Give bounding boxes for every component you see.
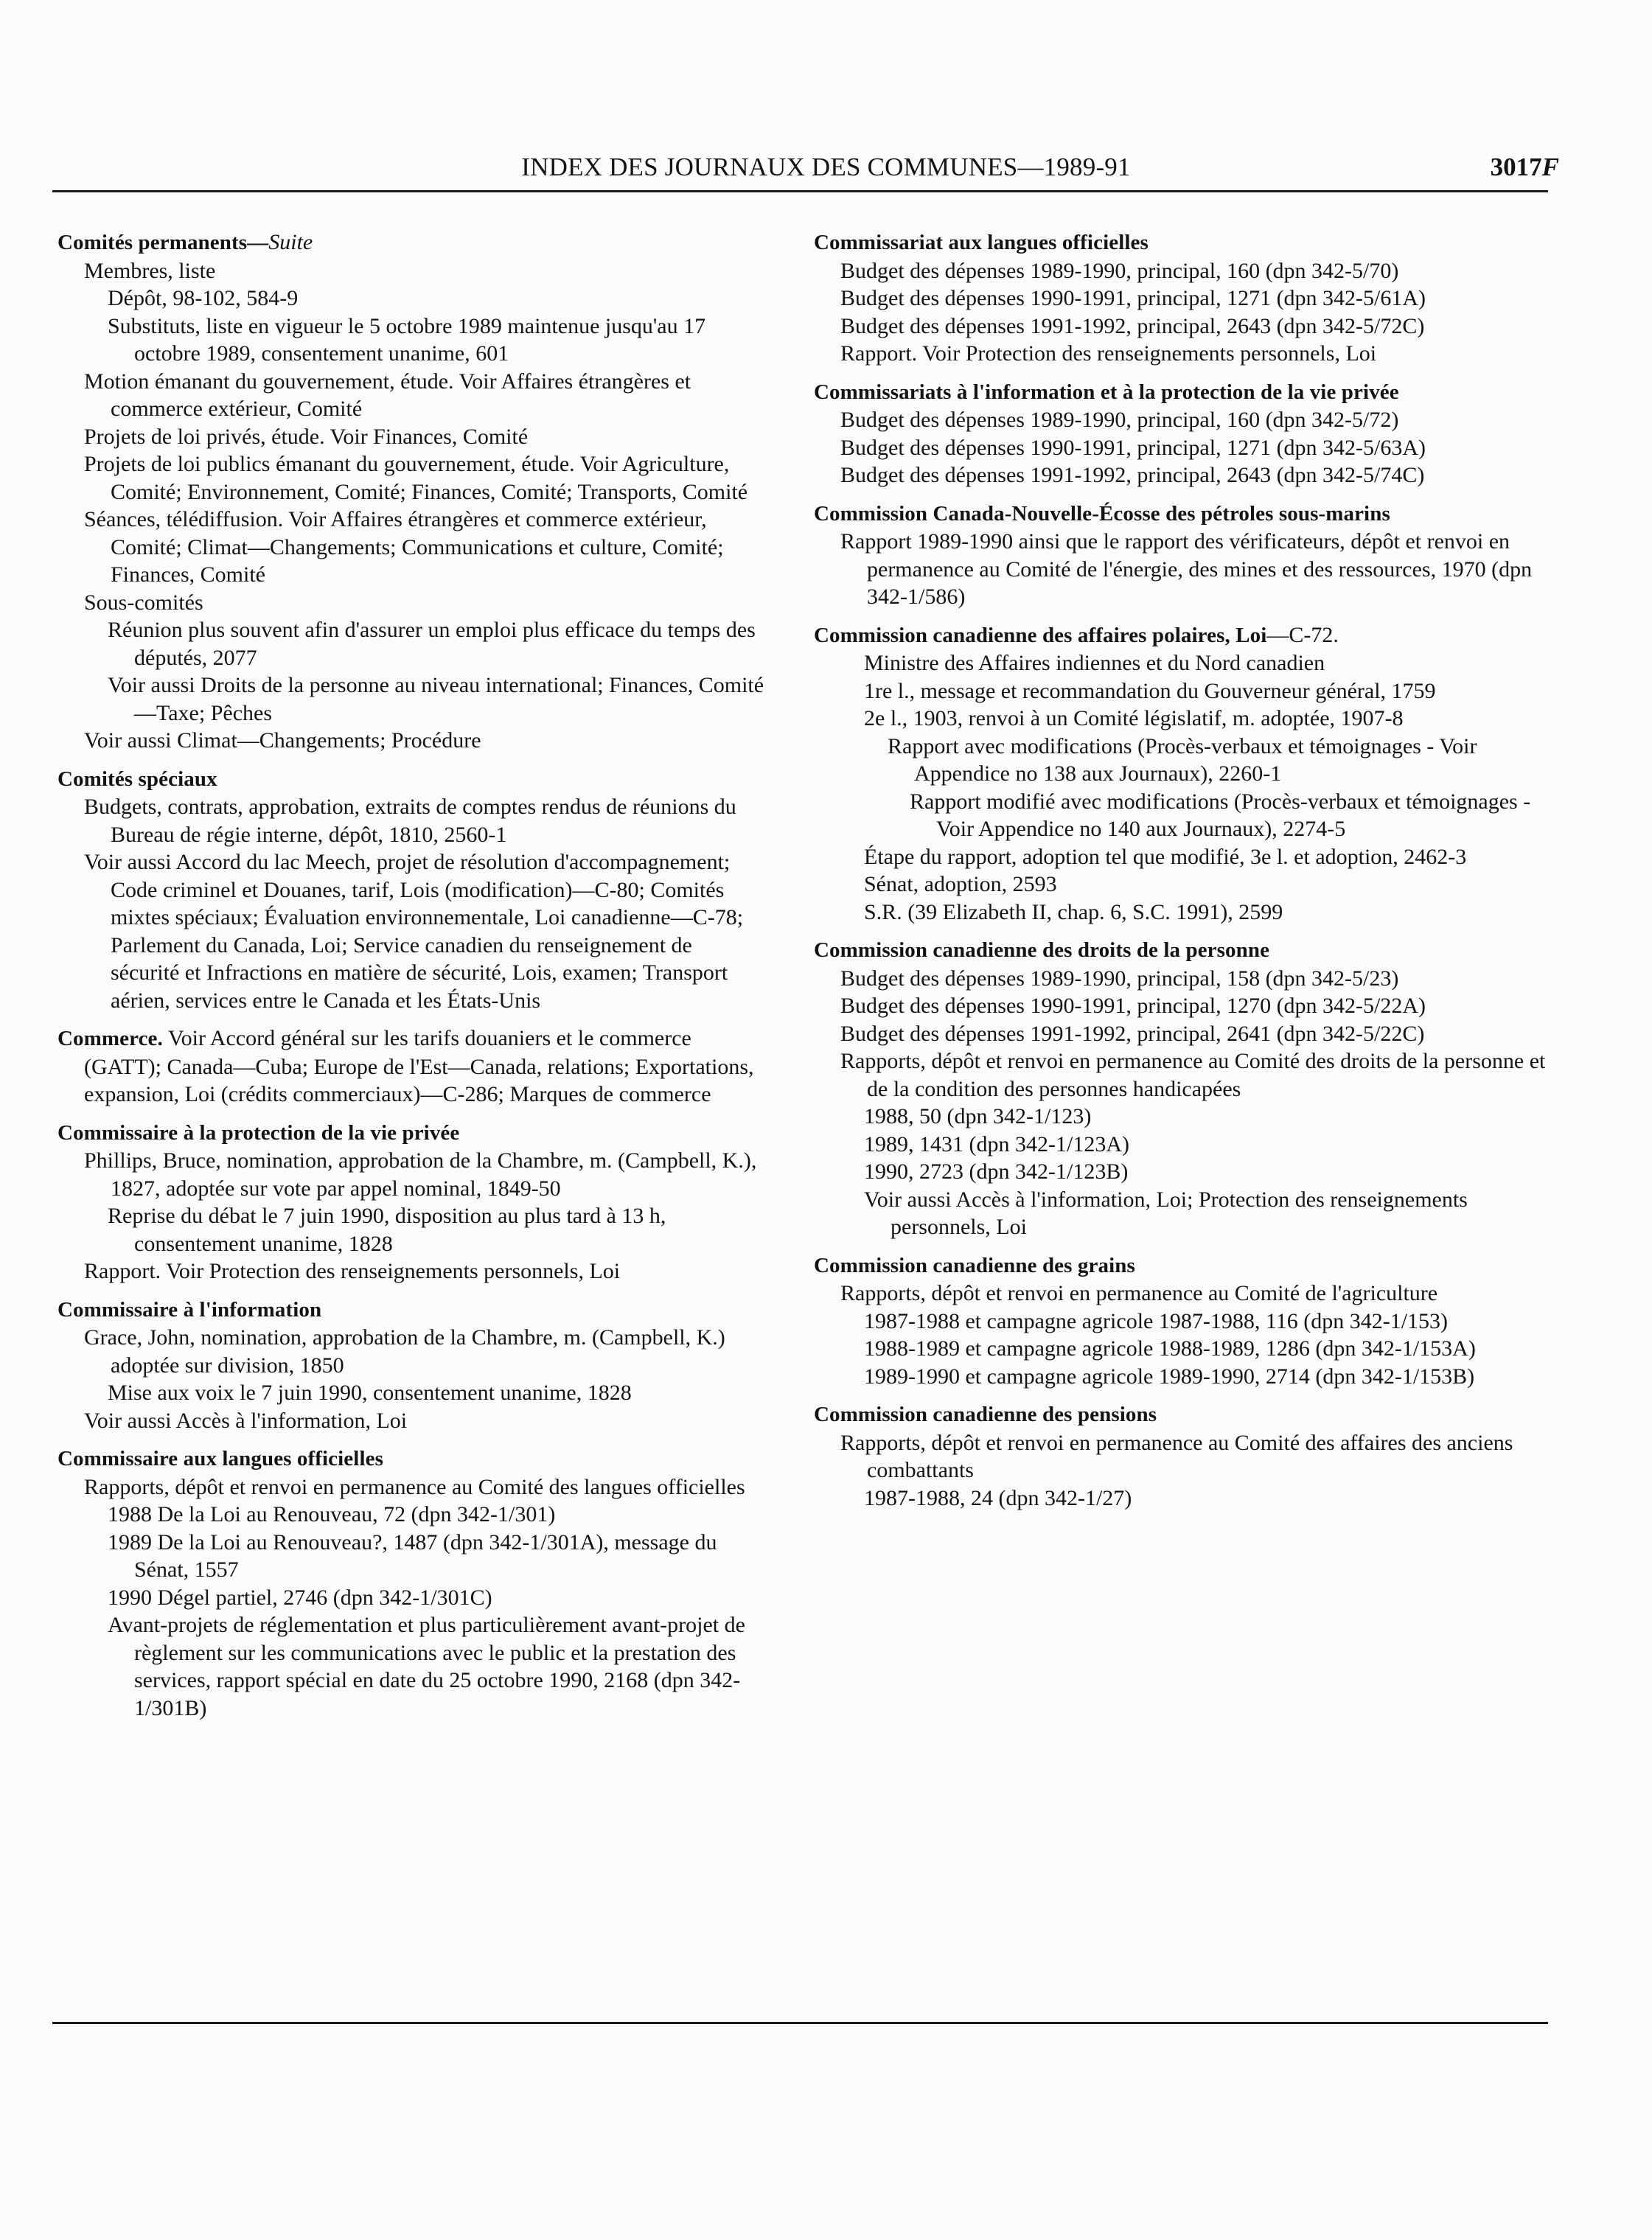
page-number bbox=[1491, 153, 1559, 182]
header-rule bbox=[52, 190, 1548, 192]
entry-heading-line bbox=[57, 1025, 765, 1109]
entry-subline: 1987-1988, 24 (dpn 342-1/27) bbox=[864, 1485, 1132, 1510]
entry-subline: Membres, liste bbox=[84, 258, 216, 283]
entry-heading: Commission canadienne des affaires polaires, Loi bbox=[814, 623, 1267, 647]
footer-rule bbox=[52, 2022, 1548, 2024]
entry-subline: Motion émanant du gouvernement, étude. Voir Affaires étrangères et commerce extérieur, Comité bbox=[84, 369, 691, 421]
page-number-digits: 3017 bbox=[1490, 153, 1542, 181]
index-entry bbox=[57, 1445, 765, 1722]
entry-subline: 1987-1988 et campagne agricole 1987-1988, 116 (dpn 342-1/153) bbox=[864, 1308, 1449, 1333]
entry-subline: Voir aussi Accès à l'information, Loi; Protection des renseignements personnels, Loi bbox=[864, 1187, 1468, 1239]
entry-subline: 1988-1989 et campagne agricole 1988-1989, 1286 (dpn 342-1/153A) bbox=[864, 1336, 1476, 1361]
entry-subline: Voir aussi Climat—Changements; Procédure bbox=[84, 728, 481, 753]
entry-subline: Rapports, dépôt et renvoi en permanence au Comité des droits de la personne et de la condition des personnes handicapées bbox=[840, 1049, 1546, 1101]
entry-heading-line bbox=[814, 621, 1558, 650]
entry-subline: Projets de loi privés, étude. Voir Finances, Comité bbox=[84, 424, 529, 449]
entry-subline: Budget des dépenses 1991-1992, principal, 2643 (dpn 342-5/72C) bbox=[840, 313, 1425, 338]
entry-heading-line bbox=[57, 765, 765, 794]
entry-heading: Commission canadienne des droits de la personne bbox=[814, 938, 1270, 962]
entry-subline: Rapport avec modifications (Procès-verbaux et témoignages - Voir Appendice no 138 aux Journaux), 2260-1 bbox=[888, 733, 1477, 786]
entry-subline: Budgets, contrats, approbation, extraits de comptes rendus de réunions du Bureau de régie interne, dépôt, 1810, 2560-1 bbox=[84, 795, 736, 847]
entry-heading: Commissaire à l'information bbox=[57, 1297, 322, 1322]
entry-heading-line bbox=[57, 1445, 765, 1473]
index-entry bbox=[814, 228, 1558, 368]
entry-heading: Commerce. bbox=[57, 1027, 163, 1050]
entry-heading: Comités permanents— bbox=[57, 231, 269, 254]
entry-subline: Projets de loi publics émanant du gouvernement, étude. Voir Agriculture, Comité; Environnement, Comité; Finances, Comité; Transports, Comité bbox=[84, 452, 748, 504]
entry-heading-line bbox=[814, 500, 1558, 528]
entry-subline: 1988, 50 (dpn 342-1/123) bbox=[864, 1104, 1092, 1128]
entry-subline: Rapports, dépôt et renvoi en permanence au Comité des langues officielles bbox=[84, 1474, 745, 1499]
entry-subline: Voir aussi Accès à l'information, Loi bbox=[84, 1408, 408, 1433]
index-entry bbox=[57, 765, 765, 1015]
entry-heading: Comités spéciaux bbox=[57, 767, 217, 791]
entry-subline: 1989, 1431 (dpn 342-1/123A) bbox=[864, 1131, 1129, 1156]
entry-subline: Rapports, dépôt et renvoi en permanence au Comité de l'agriculture bbox=[840, 1281, 1438, 1305]
entry-subline: S.R. (39 Elizabeth II, chap. 6, S.C. 1991), 2599 bbox=[864, 899, 1283, 924]
entry-subline: 1re l., message et recommandation du Gouverneur général, 1759 bbox=[864, 678, 1436, 703]
entry-subline: Grace, John, nomination, approbation de la Chambre, m. (Campbell, K.) adoptée sur division, 1850 bbox=[84, 1325, 725, 1378]
entry-subline: Séances, télédiffusion. Voir Affaires étrangères et commerce extérieur, Comité; Climat—Changements; Communications et culture, Comité; Finances, Comité bbox=[84, 507, 724, 587]
entry-subline: Étape du rapport, adoption tel que modifié, 3e l. et adoption, 2462-3 bbox=[864, 844, 1467, 869]
entry-subline: Budget des dépenses 1989-1990, principal, 158 (dpn 342-5/23) bbox=[840, 966, 1399, 991]
entry-subline: Budget des dépenses 1990-1991, principal, 1271 (dpn 342-5/63A) bbox=[840, 435, 1426, 460]
entry-heading-line bbox=[57, 1119, 765, 1148]
entry-subline: 1989 De la Loi au Renouveau?, 1487 (dpn 342-1/301A), message du Sénat, 1557 bbox=[108, 1529, 717, 1582]
entry-heading: Commission canadienne des pensions bbox=[814, 1403, 1157, 1426]
entry-subline: Reprise du débat le 7 juin 1990, disposition au plus tard à 13 h, consentement unanime, 1828 bbox=[108, 1204, 666, 1256]
entry-subline: 1990 Dégel partiel, 2746 (dpn 342-1/301C) bbox=[108, 1585, 492, 1610]
index-entry bbox=[814, 1400, 1558, 1512]
entry-heading: Commissaire aux langues officielles bbox=[57, 1447, 383, 1470]
entry-subline: Budget des dépenses 1991-1992, principal, 2643 (dpn 342-5/74C) bbox=[840, 463, 1425, 487]
entry-subline: Substituts, liste en vigueur le 5 octobre 1989 maintenue jusqu'au 17 octobre 1989, consentement unanime, 601 bbox=[108, 313, 706, 366]
index-entry bbox=[814, 500, 1558, 611]
entry-subline: Sous-comités bbox=[84, 590, 203, 615]
entry-heading-line bbox=[814, 1400, 1558, 1429]
entry-subline: Rapport modifié avec modifications (Procès-verbaux et témoignages - Voir Appendice no 140 aux Journaux), 2274-5 bbox=[910, 789, 1531, 841]
entry-subline: 1990, 2723 (dpn 342-1/123B) bbox=[864, 1159, 1129, 1184]
entry-subline: Budget des dépenses 1990-1991, principal, 1271 (dpn 342-5/61A) bbox=[840, 286, 1426, 310]
entry-heading: Commissariat aux langues officielles bbox=[814, 231, 1149, 254]
entry-subline: Voir aussi Accord du lac Meech, projet de résolution d'accompagnement; Code criminel et Douanes, tarif, Lois (modification)—C-80; Comités mixtes spéciaux; Évaluation environnementale, Loi canadienne—C-78; Parlement du Canada, Loi; Service canadien du renseignement de sécurité et Infractions en matière de sécurité, Lois, examen; Transport aérien, services entre le Canada et les États-Unis bbox=[84, 850, 744, 1013]
entry-subline: Voir aussi Droits de la personne au niveau international; Finances, Comité—Taxe; Pêches bbox=[108, 673, 764, 725]
entry-heading: Commission canadienne des grains bbox=[814, 1253, 1135, 1277]
entry-subline: 2e l., 1903, renvoi à un Comité législatif, m. adoptée, 1907-8 bbox=[864, 706, 1404, 730]
entry-subline: Rapport 1989-1990 ainsi que le rapport des vérificateurs, dépôt et renvoi en permanence au Comité de l'énergie, des mines et des ressources, 1970 (dpn 342-1/586) bbox=[840, 529, 1533, 609]
entry-subline: Rapport. Voir Protection des renseignements personnels, Loi bbox=[84, 1259, 621, 1283]
entry-subline: Budget des dépenses 1989-1990, principal, 160 (dpn 342-5/70) bbox=[840, 258, 1399, 283]
entry-subline: 1989-1990 et campagne agricole 1989-1990, 2714 (dpn 342-1/153B) bbox=[864, 1364, 1475, 1389]
index-entry bbox=[814, 936, 1558, 1241]
index-entry bbox=[814, 621, 1558, 927]
page-number-suffix: F bbox=[1541, 153, 1559, 181]
entry-subline: Mise aux voix le 7 juin 1990, consentement unanime, 1828 bbox=[108, 1381, 632, 1405]
entry-inline-text: Voir Accord général sur les tarifs douaniers et le commerce (GATT); Canada—Cuba; Europe de l'Est—Canada, relations; Exportations, expansion, Loi (crédits commerciaux)—C-286; Marques de commerce bbox=[84, 1026, 754, 1106]
entry-subline: Sénat, adoption, 2593 bbox=[864, 872, 1057, 896]
entry-heading: Commissariats à l'information et à la protection de la vie privée bbox=[814, 380, 1399, 404]
entry-subline: Phillips, Bruce, nomination, approbation de la Chambre, m. (Campbell, K.), 1827, adoptée sur vote par appel nominal, 1849-50 bbox=[84, 1148, 757, 1201]
entry-subline: Budget des dépenses 1991-1992, principal, 2641 (dpn 342-5/22C) bbox=[840, 1021, 1425, 1046]
entry-subline: Ministre des Affaires indiennes et du Nord canadien bbox=[864, 651, 1325, 675]
entry-heading-line bbox=[57, 1296, 765, 1325]
index-entry bbox=[814, 378, 1558, 489]
right-column bbox=[814, 228, 1558, 1522]
entry-heading-suffix: Suite bbox=[268, 230, 313, 254]
index-entry bbox=[57, 1119, 765, 1285]
page-header-title: INDEX DES JOURNAUX DES COMMUNES—1989-91 bbox=[521, 153, 1131, 181]
entry-subline: Dépôt, 98-102, 584-9 bbox=[108, 286, 299, 310]
left-column bbox=[57, 228, 765, 1732]
entry-subline: Réunion plus souvent afin d'assurer un emploi plus efficace du temps des députés, 2077 bbox=[108, 618, 756, 670]
entry-heading-suffix: —C-72. bbox=[1266, 622, 1339, 647]
entry-heading-line bbox=[814, 936, 1558, 965]
entry-subline: 1988 De la Loi au Renouveau, 72 (dpn 342-1/301) bbox=[108, 1502, 556, 1527]
entry-subline: Budget des dépenses 1989-1990, principal, 160 (dpn 342-5/72) bbox=[840, 408, 1399, 432]
entry-heading-line bbox=[57, 228, 765, 257]
entry-subline: Rapports, dépôt et renvoi en permanence au Comité des affaires des anciens combattants bbox=[840, 1430, 1513, 1482]
index-entry bbox=[57, 1025, 765, 1109]
entry-heading-line bbox=[814, 228, 1558, 257]
entry-heading-line bbox=[814, 378, 1558, 407]
entry-heading: Commission Canada-Nouvelle-Écosse des pétroles sous-marins bbox=[814, 501, 1390, 526]
entry-subline: Rapport. Voir Protection des renseignements personnels, Loi bbox=[840, 341, 1377, 366]
index-entry bbox=[57, 1296, 765, 1435]
index-entry bbox=[57, 228, 765, 755]
index-entry bbox=[814, 1252, 1558, 1391]
entry-subline: Avant-projets de réglementation et plus particulièrement avant-projet de règlement sur les communications avec le public et la prestation des services, rapport spécial en date du 25 octobre 1990, 2168 (dpn 342-1/301B) bbox=[108, 1613, 745, 1720]
entry-heading-line bbox=[814, 1252, 1558, 1280]
entry-subline: Budget des dépenses 1990-1991, principal, 1270 (dpn 342-5/22A) bbox=[840, 994, 1426, 1018]
entry-heading: Commissaire à la protection de la vie privée bbox=[57, 1120, 460, 1145]
